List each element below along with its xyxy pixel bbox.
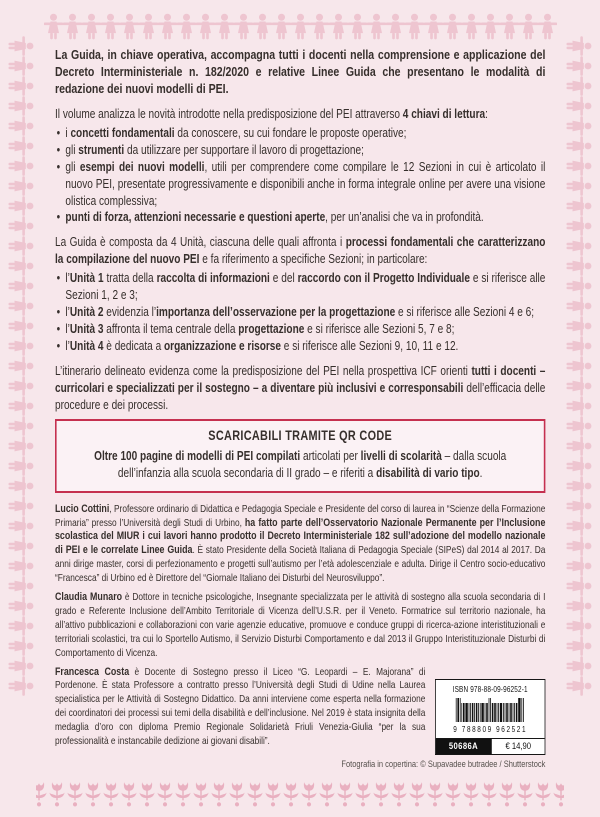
author-bio-munaro: Claudia Munaro è Dottore in tecniche psicologiche, Insegnante specializzata per le attività di sostegno alla scuola secondaria di I grado e Referente Inclusione dell’Ambito Territoriale di Vicenza dell’U.S.R. per il Veneto. Formatrice sul territorio nazionale, ha all’attivo pubblicazioni e collaborazioni con varie agenzie educative, promuove e conduce gruppi di ricerca-azione interistituzionali e territoriali scolastici, tra cui lo Sportello Autismo, il Servizio Disturbi Comportamento e dal 2013 il Gruppo Interistituzionale Disturbi di Comportamento di Vicenza.	[55, 591, 546, 659]
isbn-label: ISBN 978-88-09-96252-1	[452, 684, 528, 694]
bullet-item: • l’Unità 2 evidenzia l’importanza dell’osservazione per la progettazione e si riferisce alle Sezioni 4 e 6;	[55, 304, 545, 321]
bullet-item: • l’Unità 3 affronta il tema centrale della progettazione e si riferisce alle Sezioni 5, 7 e 8;	[55, 321, 545, 338]
paper-doll-chain-icon	[36, 13, 564, 41]
intro-paragraph: La Guida, in chiave operativa, accompagna tutti i docenti nella comprensione e applicazione del Decreto Interministeriale n. 182/2020 e relative Linee Guida che presentano le modalità di redazione dei nuovi modelli di PEI.	[55, 47, 546, 96]
bullet-item: • l’Unità 4 è dedicata a organizzazione e risorse e si riferisce alle Sezioni 9, 10, 11 e 12.	[55, 338, 545, 355]
barcode-bars	[439, 698, 541, 722]
tulip-chain-icon	[36, 780, 564, 809]
keys-lead-paragraph: Il volume analizza le novità introdotte nella predisposizione del PEI attraverso 4 chiavi di lettura:	[55, 107, 488, 121]
publisher-code-badge: 50686A	[436, 739, 491, 754]
qr-box-body: Oltre 100 pagine di modelli di PEI compilati articolati per livelli di scolarità – dalla scuola dell’infanzia alla scuola secondaria di II grado – e riferiti a disabilità di vario tipo.	[94, 449, 507, 480]
isbn-bottom-row	[436, 738, 545, 754]
author-bio-costa-block	[55, 665, 545, 753]
paper-doll-chain-icon	[6, 36, 36, 781]
bullet-item: • gli strumenti da utilizzare per supportare il lavoro di progettazione;	[55, 142, 545, 159]
back-cover-text	[55, 46, 545, 769]
photo-credit: Fotografia in copertina: © Supavadee butradee / Shutterstock	[341, 758, 546, 770]
isbn-top	[436, 680, 545, 739]
bullet-item: • gli esempi dei nuovi modelli, utili per comprendere come compilare le 12 Sezioni in cui è articolato il nuovo PEI, presentate progressivamente e disponibili anche in forma integrale online per avere una visione olistica complessiva;	[55, 159, 545, 210]
author-bio-cottini: Lucio Cottini, Professore ordinario di Didattica e Pedagogia Speciale e Presidente del corso di laurea in “Scienze della Formazione Primaria” presso l’Università degli Studi di Urbino, ha fatto parte dell’Osservatorio Nazionale Permanente per l’Inclusione scolastica del MIUR i cui lavori hanno prodotto il Decreto Interministeriale 182 sull’adozione del modello nazionale di PEI e le correlate Linee Guida. È stato Presidente della Società Italiana di Pedagogia Speciale (SIPeS) dal 2014 al 2017. Da anni dirige master, corsi di perfezionamento e progetti sull’autismo per l’età adolescenziale e adulta. Dirige il Centro socio-educativo “Francesca” di Urbino ed è Direttore del “Giornale Italiano dei Disturbi del Neurosviluppo”.	[55, 502, 546, 585]
bullet-item: • l’Unità 1 tratta della raccolta di informazioni e del raccordo con il Progetto Individuale e si riferisce alle Sezioni 1, 2 e 3;	[55, 270, 545, 304]
paper-doll-chain-icon	[564, 36, 594, 781]
units-lead-paragraph: La Guida è composta da 4 Unità, ciascuna delle quali affronta i processi fondamentali che caratterizzano la compilazione del nuovo PEI e fa riferimento a specifiche Sezioni; in particolare:	[55, 235, 546, 267]
isbn-block	[435, 666, 545, 756]
itinerary-paragraph: L’itinerario delineato evidenza come la predisposizione del PEI nella prospettiva ICF orienti tutti i docenti – curricolari e specializzati per il sostegno – a diventare più inclusivi e corresponsabili dell’efficacia delle procedure e dei processi.	[55, 363, 546, 412]
qr-code-download-box	[55, 419, 545, 492]
units-bullet-list	[55, 270, 545, 355]
bullet-item: • punti di forza, attenzioni necessarie e questioni aperte, per un’analisi che va in profondità.	[55, 209, 545, 226]
barcode-digits: 9 788809 962521	[453, 725, 528, 735]
keys-bullet-list	[55, 125, 545, 226]
isbn-box	[435, 679, 545, 756]
qr-box-title: SCARICABILI TRAMITE QR CODE	[208, 428, 393, 444]
author-bio-costa: Francesca Costa è Docente di Sostegno presso il Liceo “G. Leopardi – E. Majorana” di Pordenone. È stata Professore a contratto presso l’Università degli Studi di Udine nella Laurea specialistica per le Attività di Sostegno Didattico. Da anni interviene come esperta nella formazione dei coordinatori dei processi sui temi della disabilità e dell’inclusione. Nel 2019 è stata insignita della medaglia d’oro con diploma Premio Regionale Solidarietà Friuli Venezia-Giulia “per la sua professionalità e instancabile dedizione ai giovani disabili”.	[55, 665, 426, 748]
price-label: € 14,90	[491, 739, 544, 754]
bullet-item: • i concetti fondamentali da conoscere, su cui fondare le proposte operative;	[55, 125, 545, 142]
